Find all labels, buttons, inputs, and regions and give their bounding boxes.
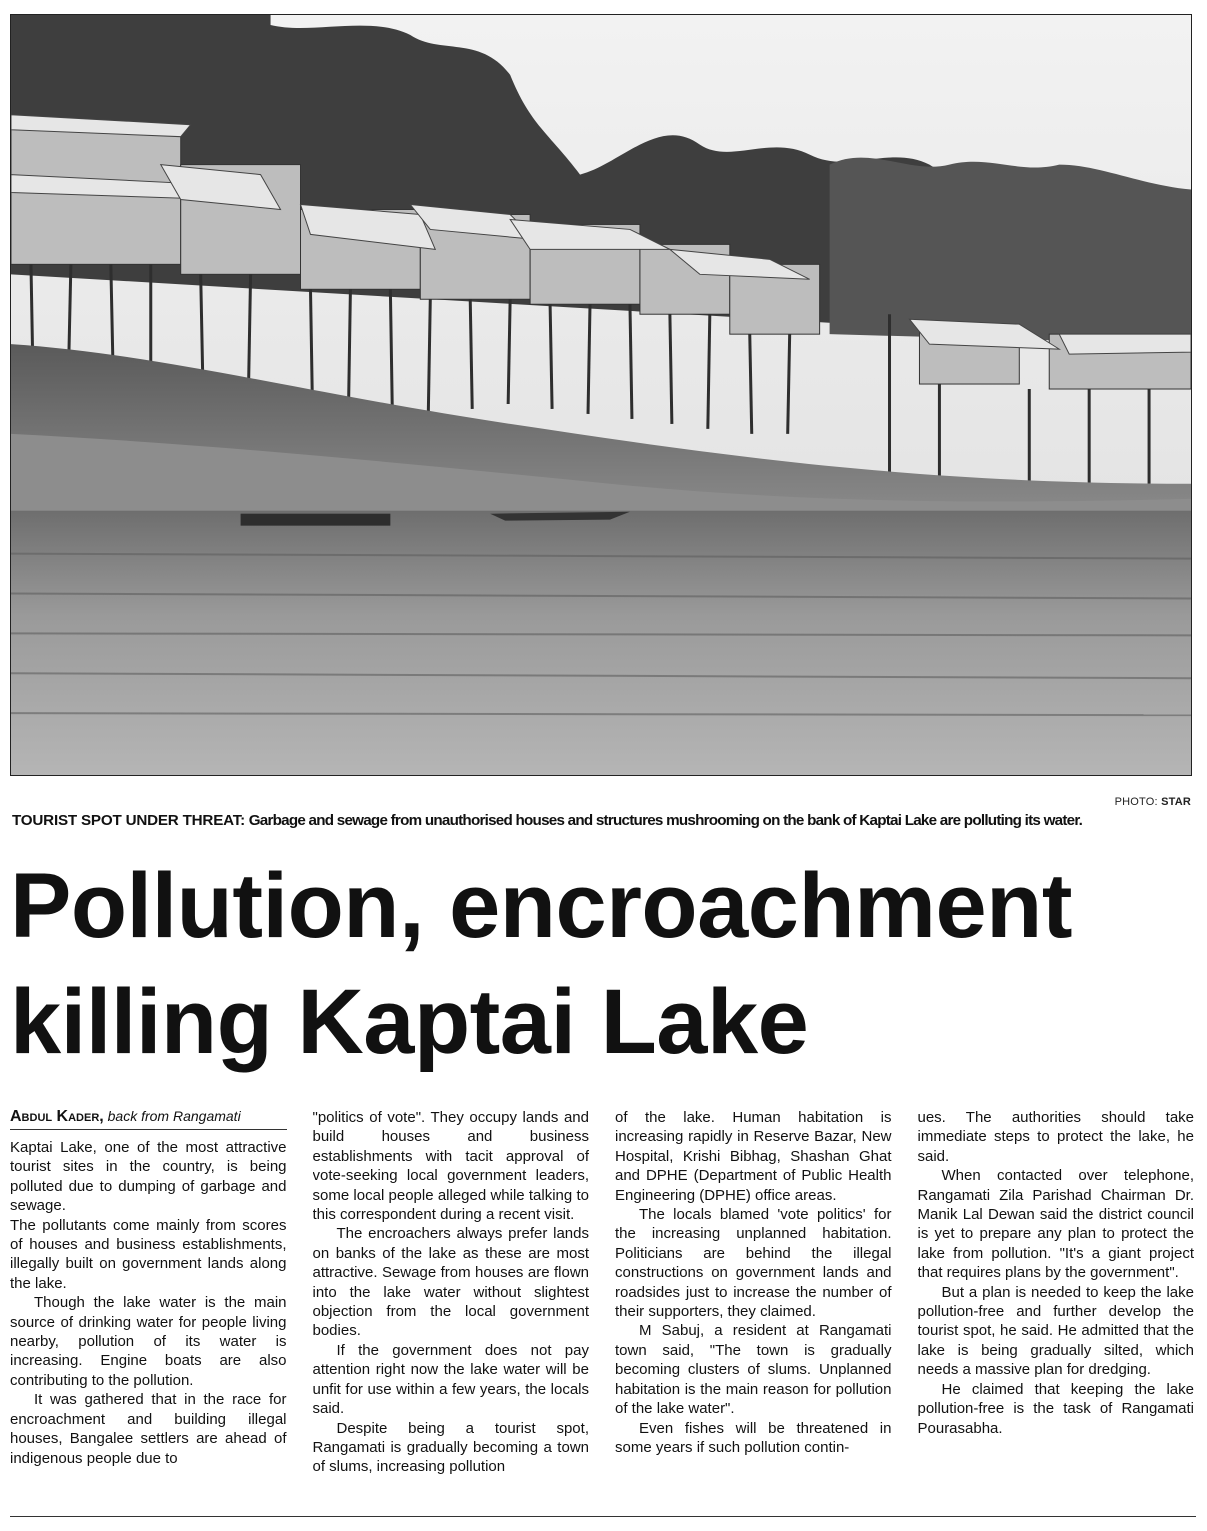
byline bbox=[10, 1108, 287, 1130]
caption-kicker: TOURIST SPOT UNDER THREAT: bbox=[12, 812, 246, 829]
paragraph: It was gathered that in the race for encroachment and building illegal houses, Bangalee settlers are ahead of indigenous people due to bbox=[10, 1391, 287, 1467]
photo-credit-source: STAR bbox=[1161, 796, 1191, 808]
lakeside-houses-photo bbox=[10, 14, 1192, 776]
paragraph: Despite being a tourist spot, Rangamati is gradually becoming a town of slums, increasing pollution bbox=[312, 1419, 589, 1476]
paragraph: The encroachers always prefer lands on banks of the lake as these are most attractive. Sewage from houses are flown into the lake water without slightest objection from the local government bodies. bbox=[312, 1225, 589, 1340]
paragraph: M Sabuj, a resident at Rangamati town said, "The town is gradually becoming clusters of slums. Unplanned habitation is the main reason for pollution of the lake water". bbox=[615, 1322, 892, 1418]
paragraph: The pollutants come mainly from scores of houses and business establishments, illegally built on government lands along the lake. bbox=[10, 1216, 287, 1292]
paragraph: of the lake. Human habitation is increasing rapidly in Reserve Bazar, New Hospital, Krishi Bibhag, Shashan Ghat and DPHE (Department of Public Health Engineering (DPHE) office areas. bbox=[615, 1109, 892, 1204]
paragraph: The locals blamed 'vote politics' for the increasing unplanned habitation. Politicians are behind the illegal constructions on government lands and roadsides just to increase the number of their supporters, they claimed. bbox=[615, 1206, 892, 1321]
caption-text: Garbage and sewage from unauthorised houses and structures mushrooming on the bank of Kaptai Lake are polluting its water. bbox=[248, 812, 1083, 829]
paragraph: Though the lake water is the main source of drinking water for people living nearby, pollution of its water is increasing. Engine boats are also contributing to the pollution. bbox=[10, 1294, 287, 1389]
article-column-4 bbox=[918, 1108, 1195, 1500]
headline bbox=[10, 848, 1200, 1080]
paragraph: He claimed that keeping the lake pollution-free is the task of Rangamati Pourasabha. bbox=[917, 1380, 1194, 1437]
paragraph: "politics of vote". They occupy lands and build houses and business establishments with tacit approval of vote-seeking local government leaders, some local people alleged while talking to this correspondent during a recent visit. bbox=[312, 1109, 589, 1224]
paragraph: ues. The authorities should take immediate steps to protect the lake, he said. bbox=[917, 1109, 1194, 1165]
byline-name: Abdul Kader, bbox=[10, 1108, 104, 1125]
lakeside-houses-photo-icon bbox=[11, 15, 1191, 775]
article-column-3 bbox=[615, 1108, 892, 1500]
headline-line-2: killing Kaptai Lake bbox=[10, 971, 809, 1073]
paragraph: But a plan is needed to keep the lake pollution-free and further develop the tourist spot, he said. He admitted that the lake is being gradually silted, which needs a massive plan for dredging. bbox=[917, 1283, 1194, 1379]
article-column-1 bbox=[10, 1108, 287, 1500]
article-body bbox=[10, 1108, 1194, 1500]
byline-from: back from Rangamati bbox=[107, 1108, 241, 1124]
paragraph: Even fishes will be threatened in some years if such pollution contin- bbox=[615, 1419, 892, 1456]
article-column-2 bbox=[313, 1108, 590, 1500]
paragraph: If the government does not pay attention right now the lake water will be unfit for use within a few years, the locals said. bbox=[312, 1341, 589, 1418]
photo-credit bbox=[1115, 796, 1191, 808]
photo-caption bbox=[12, 812, 1192, 829]
photo-credit-prefix: PHOTO: bbox=[1114, 796, 1158, 808]
bottom-divider bbox=[10, 1516, 1196, 1517]
paragraph: When contacted over telephone, Rangamati Zila Parishad Chairman Dr. Manik Lal Dewan said the district council is yet to prepare any plan to protect the lake from pollution. "It's a giant project that requires plans by the government". bbox=[917, 1167, 1194, 1282]
headline-line-1: Pollution, encroachment bbox=[10, 855, 1072, 957]
paragraph: Kaptai Lake, one of the most attractive tourist sites in the country, is being polluted due to dumping of garbage and sewage. bbox=[10, 1139, 287, 1215]
